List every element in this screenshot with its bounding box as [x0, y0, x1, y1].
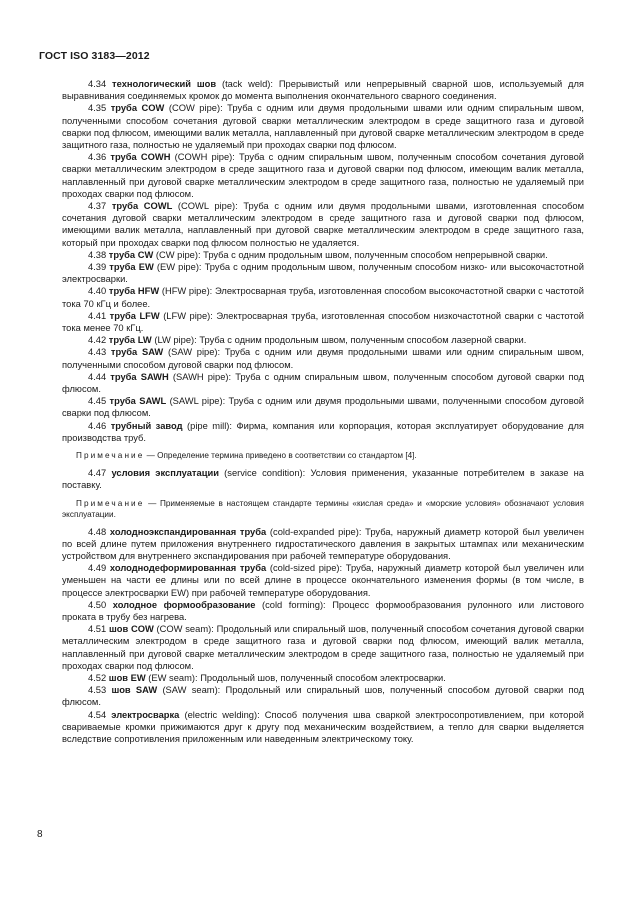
term-entry: 4.34 технологический шов (tack weld): Прерывистый или непрерывный сварной шов, используемый для выравнивания соединяемых кромок до момента выполнения окончательного сварного соединения. — [62, 79, 584, 102]
term-entry: 4.44 труба SAWH (SAWH pipe): Труба с одним спиральным швом, полученным способом дуговой сварки под флюсом. — [62, 371, 584, 395]
term-entry: 4.50 холодное формообразование (cold forming): Процесс формообразования рулонного или листового проката в трубу без нагрева. — [62, 599, 584, 622]
term-entry: 4.41 труба LFW (LFW pipe): Электросварная труба, изготовленная способом низкочастотной сварки с частотой тока менее 70 кГц. — [62, 310, 584, 334]
term-entry: 4.53 шов SAW (SAW seam): Продольный или спиральный шов, полученный способом дуговой сварки под флюсом. — [62, 685, 584, 708]
term-entry: 4.52 шов EW (EW seam): Продольный шов, полученный способом электросварки. — [88, 672, 446, 683]
term-entry: 4.47 условия эксплуатации (service condition): Условия применения, указанные потребителем в заказе на поставку. — [62, 468, 584, 491]
term-entry: 4.54 электросварка (electric welding): Способ получения шва сваркой электросопротивлением, при которой свариваемые кромки прижимаются друг к другу под механическим воздействием, а тепло для сварки выделяется вследствие сопротивления приложенным или наведенным электрическому току. — [62, 709, 584, 744]
document-header: ГОСТ ISO 3183—2012 — [39, 50, 150, 62]
term-entry: 4.37 труба COWL (COWL pipe): Труба с одним или двумя продольными швами, изготовленная способом сочетания дуговой сварки металлическим электродом в среде защитного газа и дуговой сварки под флюсом, имеющими валик металла, наплавленный при дуговой сварке металлическим электродом в среде защитного газа, который при проходах сварки под флюсом полностью не удаляется. — [62, 201, 584, 248]
term-entry: 4.51 шов COW (COW seam): Продольный или спиральный шов, полученный способом сочетания дуговой сварки металлическим электродом в среде защитного газа и дуговой сварки под флюсом, имеющий валик металла, наплавленный при дуговой сварке металлическим электродом в среде защитного газа, полностью не удаляемый при проходах сварки под флюсом. — [62, 624, 585, 671]
note: Примечание — Применяемые в настоящем стандарте термины «кислая среда» и «морские условия» обозначают условия эксплуатации. — [62, 498, 584, 519]
term-entry: 4.38 труба CW (CW pipe): Труба с одним продольным швом, полученным способом непрерывной сварки. — [88, 249, 548, 260]
term-entry: 4.43 труба SAW (SAW pipe): Труба с одним или двумя продольными швами или одним спиральным швом, полученными способом дуговой сварки под флюсом. — [62, 347, 584, 370]
term-entry: 4.36 труба COWH (COWH pipe): Труба с одним спиральным швом, полученным способом сочетания дуговой сварки металлическим электродом в среде защитного газа и дуговой сварки под флюсом, имеющим валик металла, наплавленный при дуговой сварке металлическим электродом в среде защитного газа, полностью не удаляемый при проходах сварки под флюсом. — [62, 152, 584, 199]
term-entry: 4.39 труба EW (EW pipe): Труба с одним продольным швом, полученным способом низко- или высокочастотной электросварки. — [62, 262, 584, 285]
term-entry: 4.35 труба COW (COW pipe): Труба с одним или двумя продольными швами или одним спиральным швом, полученными способом сочетания дуговой сварки металлическим электродом в среде защитного газа и дуговой сварки под флюсом, имеющими валик металла, наплавленный при дуговой сварке металлическим электродом в среде защитного газа, полностью не удаляемый при проходах сварки под флюсом. — [62, 103, 584, 151]
term-entry: 4.42 труба LW (LW pipe): Труба с одним продольным швом, полученным способом лазерной сварки. — [88, 335, 527, 346]
term-entry: 4.49 холоднодеформированная труба (cold-sized pipe): Труба, наружный диаметр которой был увеличен или уменьшен на части ее длины или по всей длине в процессе окончательного изменения формы (в том числе, в процессе электросварки EW) при рабочей температуре оборудования. — [62, 563, 584, 598]
note: Примечание — Определение термина приведено в соответствии со стандартом [4]. — [76, 451, 417, 461]
term-entry: 4.40 труба HFW (HFW pipe): Электросварная труба, изготовленная способом высокочастотной сварки с частотой тока 70 кГц и более. — [62, 286, 584, 309]
document-body — [62, 78, 584, 745]
term-entry: 4.45 труба SAWL (SAWL pipe): Труба с одним или двумя продольными швами, полученными способом дуговой сварки под флюсом. — [62, 396, 584, 419]
term-entry: 4.46 трубный завод (pipe mill): Фирма, компания или корпорация, которая эксплуатирует оборудование для производства труб. — [62, 420, 584, 443]
term-entry: 4.48 холодноэкспандированная труба (cold-expanded pipe): Труба, наружный диаметр которой был увеличен по всей длине путем приложения внутреннего гидростатического давления в закрытых штампах или механическим устройством для внутреннего экспандирования при рабочей температуре оборудования. — [62, 526, 584, 561]
page-number: 8 — [37, 829, 43, 840]
